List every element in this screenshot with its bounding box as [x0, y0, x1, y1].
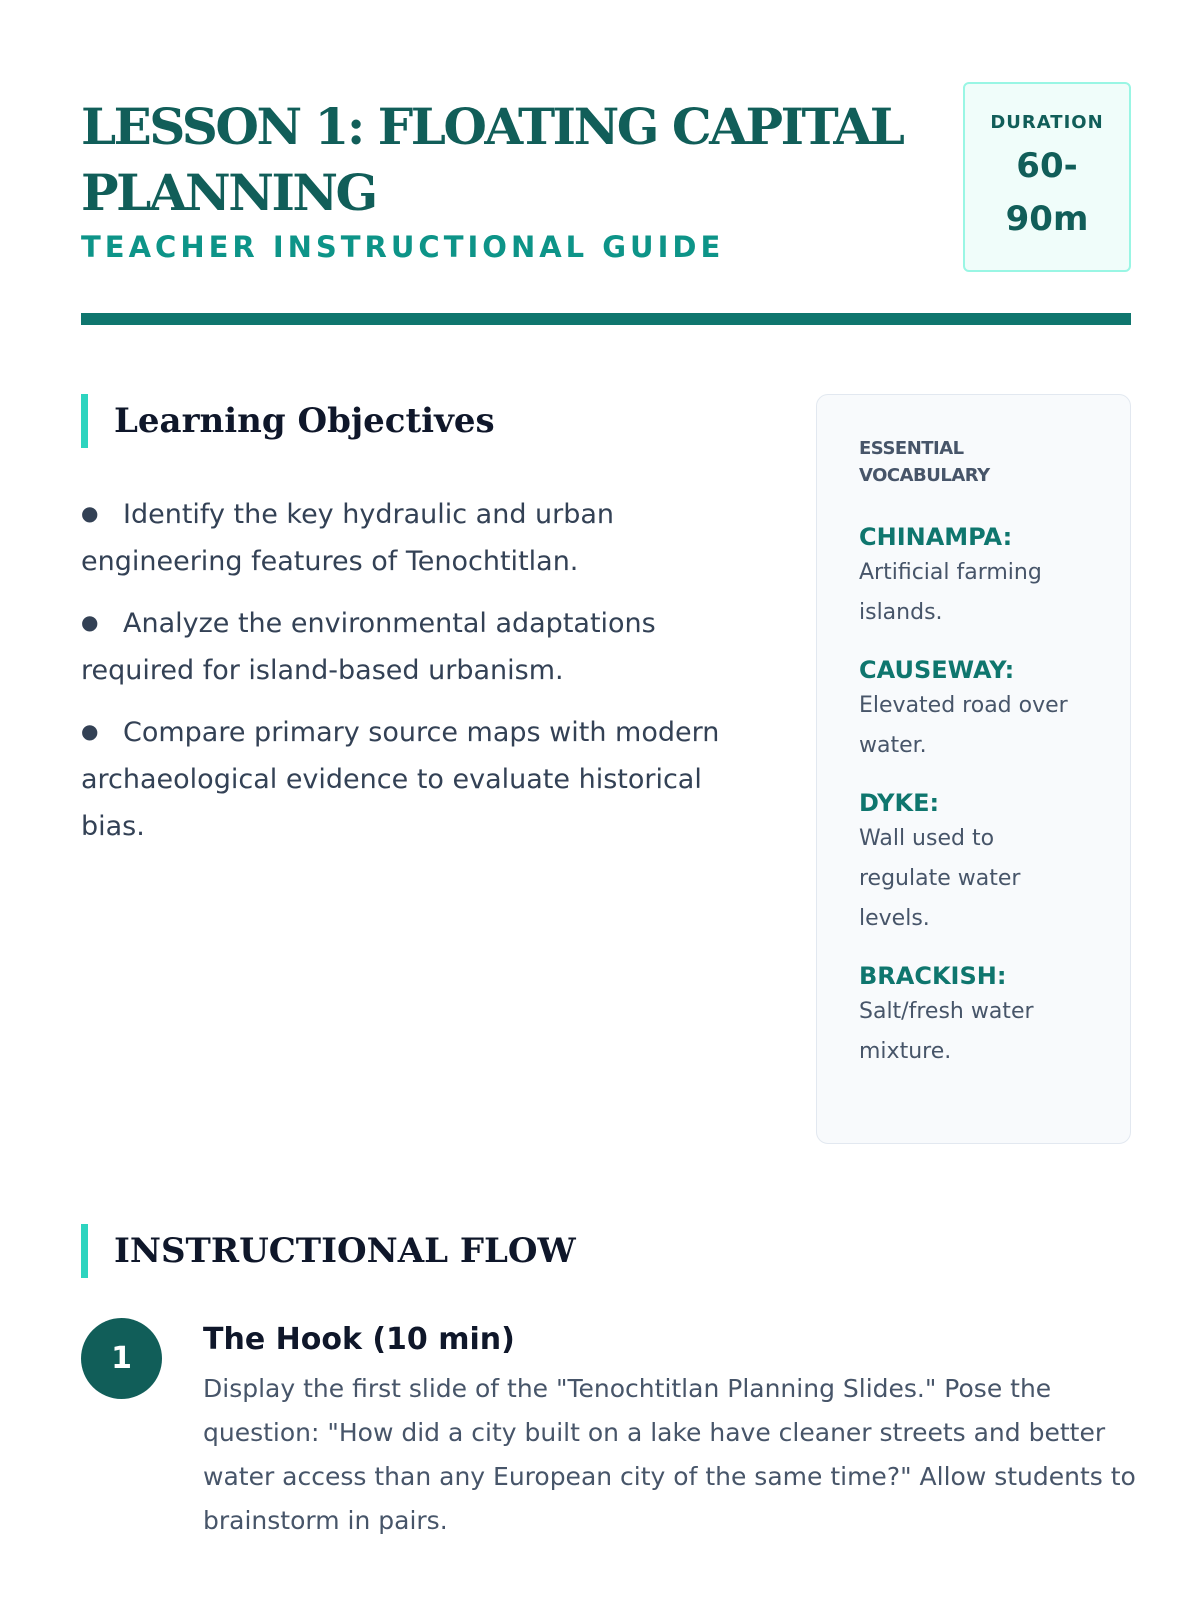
- objective-item: [81, 708, 761, 850]
- header-divider: [81, 313, 1131, 325]
- vocab-term: CHINAMPA:: [859, 523, 1013, 551]
- vocabulary-title: ESSENTIAL VOCABULARY: [859, 438, 990, 486]
- page-header: [81, 82, 1131, 272]
- objective-text: Compare primary source maps with modern archaeological evidence to evaluate historical bias.: [81, 717, 720, 842]
- vocabulary-card: [816, 394, 1131, 1144]
- step-title: The Hook (10 min): [203, 1322, 515, 1357]
- vocab-definition: Wall used to regulate water levels.: [859, 826, 1021, 931]
- guide-subtitle: TEACHER INSTRUCTIONAL GUIDE: [81, 230, 725, 264]
- duration-value: 60-90m: [1005, 146, 1089, 239]
- objectives-heading: Learning Objectives: [81, 394, 495, 448]
- objective-item: [81, 599, 761, 694]
- flow-heading: INSTRUCTIONAL FLOW: [81, 1224, 576, 1278]
- vocab-term: CAUSEWAY:: [859, 656, 1015, 684]
- duration-badge: [963, 82, 1131, 272]
- vocab-definition: Salt/fresh water mixture.: [859, 999, 1034, 1064]
- objective-text: Identify the key hydraulic and urban engineering features of Tenochtitlan.: [81, 499, 615, 577]
- objective-text: Analyze the environmental adaptations required for island-based urbanism.: [81, 608, 656, 686]
- vocab-term: DYKE:: [859, 789, 940, 817]
- vocab-definition: Artificial farming islands.: [859, 560, 1042, 625]
- bullet-icon: ●: [81, 610, 99, 634]
- step-description: Display the first slide of the "Tenochtitlan Planning Slides." Pose the question: "How did a city built on a lake have cleaner streets and better water access than any European city of the same time?" Allow students to brainstorm in pairs.: [203, 1374, 1136, 1535]
- step-number-badge: 1: [81, 1318, 162, 1399]
- vocab-definition: Elevated road over water.: [859, 693, 1068, 758]
- bullet-icon: ●: [81, 501, 99, 525]
- objectives-list: [81, 490, 761, 864]
- duration-label: DURATION: [990, 112, 1104, 133]
- bullet-icon: ●: [81, 719, 99, 743]
- objective-item: [81, 490, 761, 585]
- vocab-term: BRACKISH:: [859, 962, 1007, 990]
- lesson-title: LESSON 1: FLOATING CAPITAL PLANNING: [81, 97, 903, 222]
